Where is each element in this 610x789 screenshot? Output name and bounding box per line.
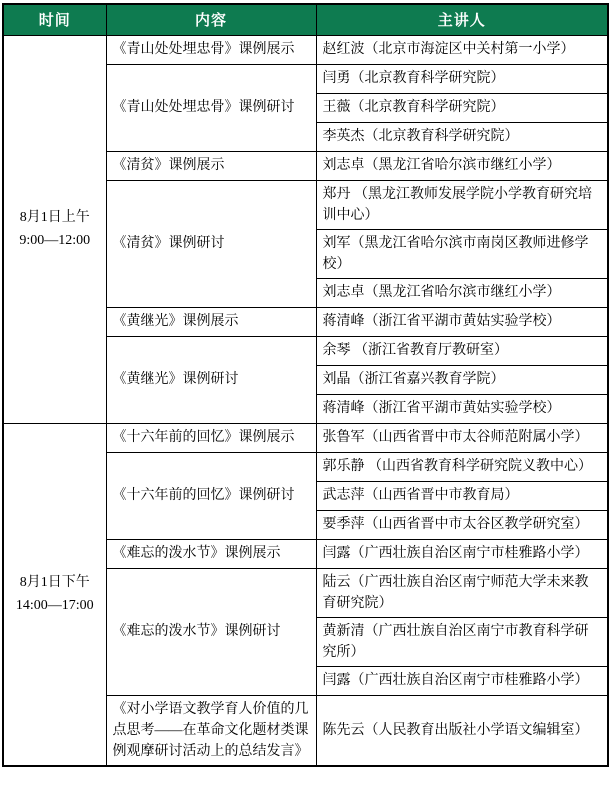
speaker-cell: 黄新清（广西壮族自治区南宁市教育科学研究所） <box>316 617 608 666</box>
time-cell-section-0 <box>3 35 106 423</box>
speaker-cell: 蒋清峰（浙江省平湖市黄姑实验学校） <box>316 307 608 336</box>
table-row <box>3 35 608 64</box>
speaker-cell: 王薇（北京教育科学研究院） <box>316 93 608 122</box>
speaker-cell: 李英杰（北京教育科学研究院） <box>316 122 608 151</box>
speaker-cell: 张鲁军（山西省晋中市太谷师范附属小学） <box>316 423 608 452</box>
speaker-cell: 蒋清峰（浙江省平湖市黄姑实验学校） <box>316 394 608 423</box>
table-row <box>3 423 608 452</box>
schedule-table <box>2 3 609 767</box>
col-header-speaker: 主讲人 <box>316 4 608 35</box>
speaker-cell: 郑丹 （黑龙江教师发展学院小学教育研究培训中心） <box>316 180 608 229</box>
col-header-content: 内容 <box>106 4 316 35</box>
speaker-cell: 余琴 （浙江省教育厅教研室） <box>316 336 608 365</box>
content-cell: 《十六年前的回忆》课例研讨 <box>106 452 316 539</box>
content-cell: 《对小学语文教学育人价值的几点思考——在革命文化题材类课例观摩研讨活动上的总结发言》 <box>106 695 316 766</box>
speaker-cell: 陆云（广西壮族自治区南宁师范大学未来教育研究院） <box>316 568 608 617</box>
content-cell: 《清贫》课例研讨 <box>106 180 316 307</box>
time-hours: 9:00—12:00 <box>19 233 91 248</box>
content-cell: 《黄继光》课例研讨 <box>106 336 316 423</box>
content-cell: 《黄继光》课例展示 <box>106 307 316 336</box>
header-row <box>3 4 608 35</box>
speaker-cell: 郭乐静 （山西省教育科学研究院义教中心） <box>316 452 608 481</box>
speaker-cell: 赵红波（北京市海淀区中关村第一小学） <box>316 35 608 64</box>
time-date: 8月1日下午 <box>19 575 90 590</box>
schedule-table-body <box>3 35 608 766</box>
speaker-cell: 闫勇（北京教育科学研究院） <box>316 64 608 93</box>
time-cell-section-1 <box>3 423 106 766</box>
content-cell: 《难忘的泼水节》课例研讨 <box>106 568 316 695</box>
speaker-cell: 刘志卓（黑龙江省哈尔滨市继红小学） <box>316 151 608 180</box>
speaker-cell: 闫露（广西壮族自治区南宁市桂雅路小学） <box>316 666 608 695</box>
content-cell: 《青山处处埋忠骨》课例研讨 <box>106 64 316 151</box>
time-hours: 14:00—17:00 <box>15 598 94 613</box>
speaker-cell: 刘军（黑龙江省哈尔滨市南岗区教师进修学校） <box>316 229 608 278</box>
speaker-cell: 刘晶（浙江省嘉兴教育学院） <box>316 365 608 394</box>
speaker-cell: 闫露（广西壮族自治区南宁市桂雅路小学） <box>316 539 608 568</box>
content-cell: 《青山处处埋忠骨》课例展示 <box>106 35 316 64</box>
content-cell: 《难忘的泼水节》课例展示 <box>106 539 316 568</box>
speaker-cell: 要季萍（山西省晋中市太谷区教学研究室） <box>316 510 608 539</box>
content-cell: 《十六年前的回忆》课例展示 <box>106 423 316 452</box>
time-date: 8月1日上午 <box>19 210 90 225</box>
speaker-cell: 刘志卓（黑龙江省哈尔滨市继红小学） <box>316 278 608 307</box>
speaker-cell: 陈先云（人民教育出版社小学语文编辑室） <box>316 695 608 766</box>
content-cell: 《清贫》课例展示 <box>106 151 316 180</box>
speaker-cell: 武志萍（山西省晋中市教育局） <box>316 481 608 510</box>
table-header <box>3 4 608 35</box>
col-header-time: 时间 <box>3 4 106 35</box>
